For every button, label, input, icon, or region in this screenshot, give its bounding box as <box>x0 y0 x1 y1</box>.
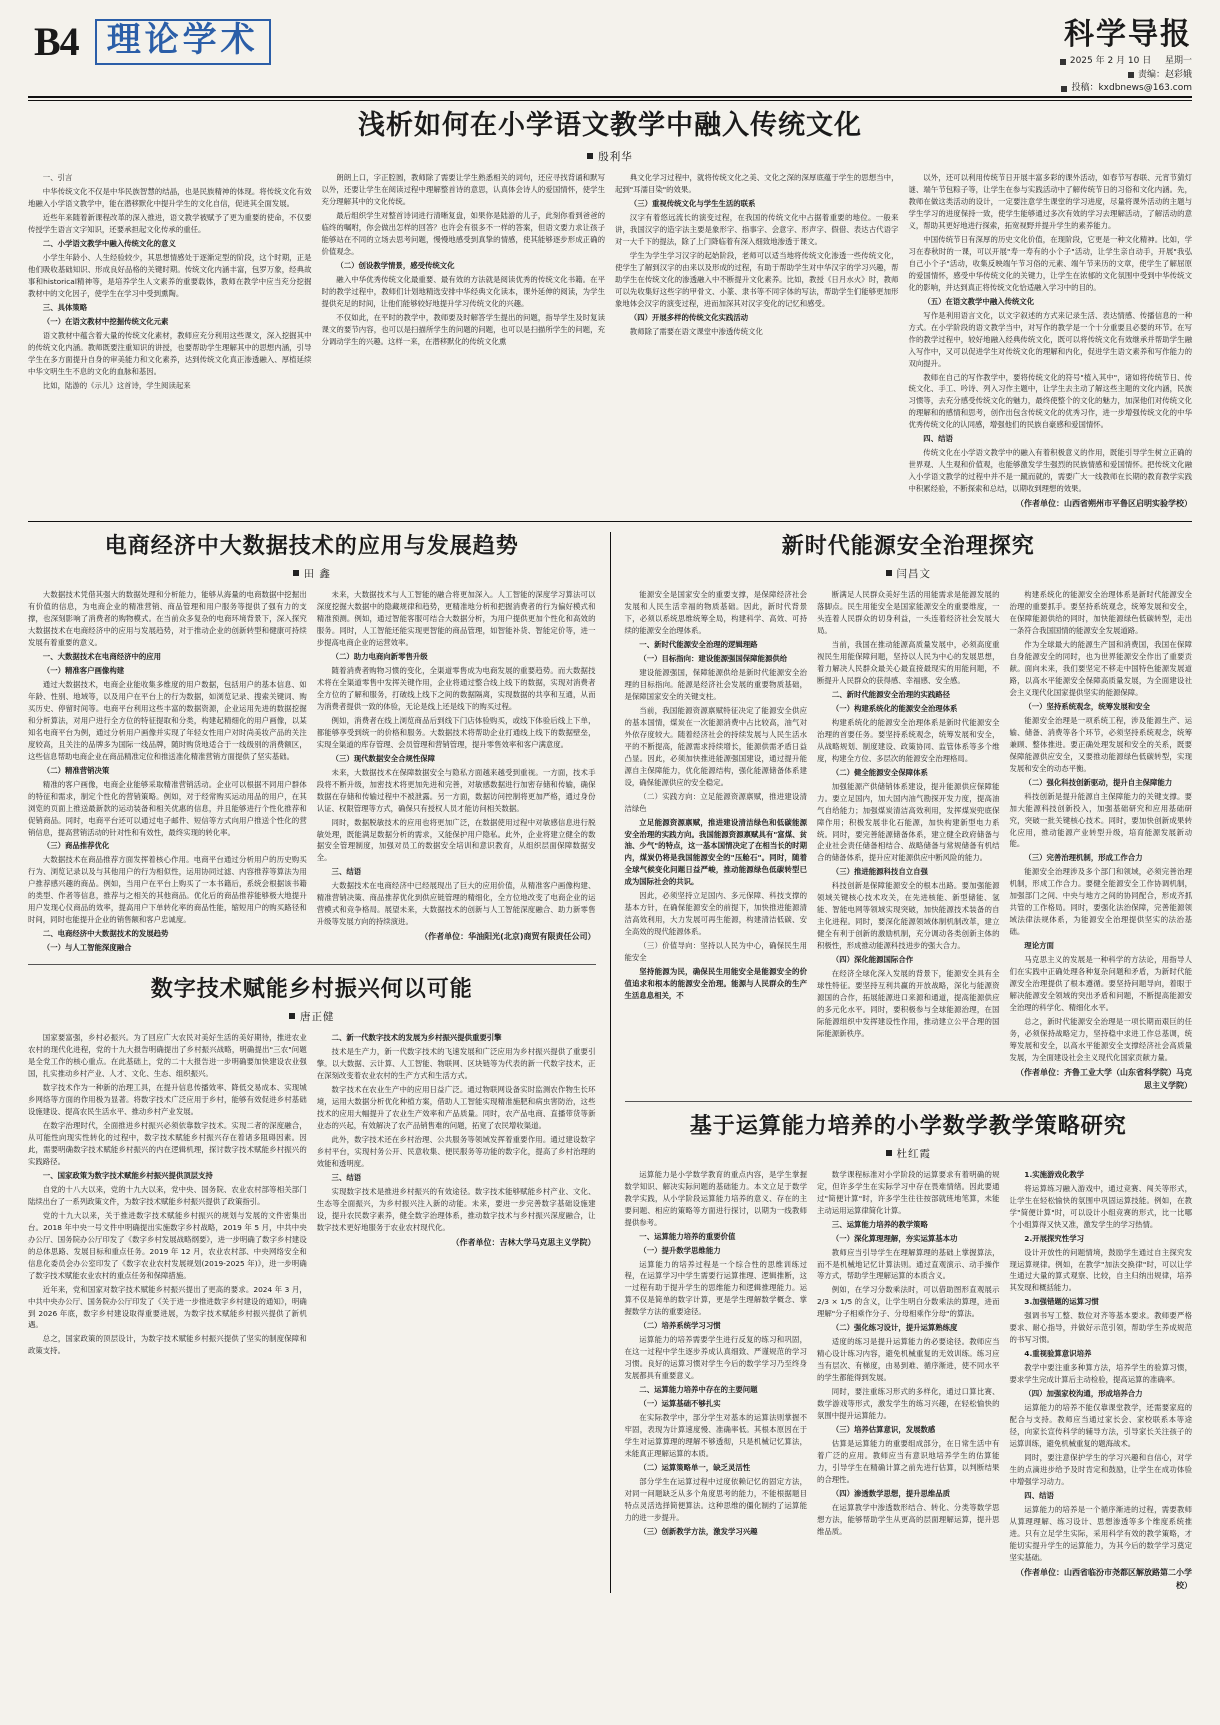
paragraph: 同时，要注重练习形式的多样化，通过口算比赛、数学游戏等形式，激发学生的练习兴趣，在轻松愉快的氛围中提升运算能力。 <box>817 1387 1000 1421</box>
article-4-col-2 <box>317 1032 596 1360</box>
paragraph: 数字技术作为一种新的治理工具，在提升信息传播效率、降低交易成本、实现城乡网络等方面的作用极为显著。将数字技术广泛应用于乡村，能够有效促进乡村基础设施建设、提高农民生活水平、推动乡村产业发展。 <box>28 1082 307 1116</box>
paragraph: 运算能力的培养过程是一个综合性的思维训练过程，在运算学习中学生需要行运算推理、逻辑推断，这一过程有助于提升学生的思维能力和逻辑推理能力。运算不仅是简单的数字计算，更是学生理解数学概念、掌握数学方法的重要途径。 <box>624 1259 807 1317</box>
article-1-byline <box>28 149 1192 164</box>
paragraph-heading: 立足能源资源禀赋，推进建设清洁绿色和低碳能源安全治理的实践方向。我国能源资源禀赋具有"富煤、贫油、少气"的特点，这一基本国情决定了在相当长的时期内，煤炭仍将是我国能源安全的"压舱石"。同时，随着全球气候变化问题日益严峻，推动能源绿色低碳转型已成为国际社会的共识。 <box>624 817 807 887</box>
paragraph-heading: （一）运算基础不够扎实 <box>639 1399 721 1409</box>
masthead-rule-thick <box>28 96 1192 98</box>
paragraph-heading: 三、运算能力培养的教学策略 <box>831 1219 928 1229</box>
paragraph: 通过大数据技术，电商企业能收集多维度的用户数据，包括用户的基本信息、如年龄、性别、地域等，以及用户在平台上的行为数据，如浏览记录、搜索关键词、购买历史、停留时间等。电商平台利用这些丰富的数据资源，企业运用先进的数据挖掘和分析算法，对用户进行全方位的特征提取和分类，构建起精细化的用户画像，以某知名电商平台为例，通过分析用户画像并实现了年轻女性用户对时尚美妆产品的关注度较高，且关注的品牌多为国际一线品牌，随时购货地适合于一线级别的消费额区，这些信息帮助电商企业在商品精准定位和推送准化精准营销方面提供了坚实基础。 <box>28 679 307 761</box>
article-3-title: 新时代能源安全治理探究 <box>781 533 1035 559</box>
paragraph: 精准的客户画像，电商企业能够采取精准营销活动。企业可以根据不同用户群体的特征和需求，制定个性化的营销策略。例如，对于经常购买运动用品的用户，在其浏览的页面上推送最新款的运动装备和相关优惠的信息，并且能够进行个性化推荐和促销商品。同时，电商平台还可以通过电子邮件、短信等方式向用户推送个性化的营销信息，提高营销活动的针对性和有效性，最终实现的转化率。 <box>28 779 307 837</box>
article-2-author: 田 鑫 <box>303 567 331 580</box>
article-5-col-3 <box>1010 1169 1193 1593</box>
paragraph-heading: （四）开展多样的传统文化实践活动 <box>629 312 749 322</box>
paragraph-heading: 一、新时代能源安全治理的逻辑理路 <box>639 639 758 649</box>
paragraph-heading: 二、新时代能源安全治理的实践路径 <box>831 689 951 699</box>
weekday: 星期一 <box>1164 56 1192 66</box>
paragraph-heading: 2.开展探究性学习 <box>1024 1233 1084 1243</box>
paragraph: 运算能力是小学数学教育的重点内容，是学生掌握数学知识、解决实际问题的基础能力。本文立足于数学教学实践，从小学阶段运算能力培养的意义、存在的主要问题、相应的策略等方面进行探讨，以期为一线教师提供参考。 <box>624 1169 807 1227</box>
square-bullet-icon <box>1128 72 1134 78</box>
paragraph-heading: （一）与人工智能深度融合 <box>42 943 132 953</box>
paragraph-heading: （二）运算策略单一，缺乏灵活性 <box>639 1463 751 1473</box>
paragraph: 部分学生在运算过程中过度依赖记忆的固定方法，对同一问题缺乏从多个角度思考的能力，不能根据题目特点灵活选择简便算法。这种思维的僵化制约了运算能力的进一步提升。 <box>624 1477 807 1523</box>
left-half <box>28 532 596 1593</box>
byline-bullet-icon <box>886 570 892 576</box>
paragraph: 运算能力的培养是一个循序渐进的过程，需要教师从算理理解、练习设计、思想渗透等多个维度系统推进。只有立足学生实际，采用科学有效的教学策略，才能切实提升学生的运算能力，为其今后的数学学习奠定坚实基础。 <box>1009 1505 1192 1563</box>
paragraph: 近年来，党和国家对数字技术赋能乡村振兴提出了更高的要求。2024 年 3 月，中共中央办公厅、国务院办公厅印发了《关于进一步推进数字乡村建设的通知》，明确到 2026 年底，数字乡村建设取得重要进展，为数字技术赋能乡村振兴提供了新机遇。 <box>28 1284 307 1330</box>
paragraph-heading: 四、结语 <box>1024 1491 1054 1501</box>
divider-left-mid <box>28 964 596 965</box>
byline-bullet-icon <box>293 570 299 576</box>
paragraph: 例如，消费者在线上浏览商品后到线下门店体验购买，或线下体验后线上下单，都能够享受到统一的价格和服务。大数据技术将帮助企业打通线上线下的数据壁垒，实现全渠道的库存管理、会员管理和营销管理，提升零售效率和客户满意度。 <box>316 715 596 749</box>
paragraph-heading: （三）完善治理机制，形成工作合力 <box>1024 853 1143 863</box>
paragraph: 科技创新是提升能源自主保障能力的关键支撑。要加大能源科技创新投入，加强基础研究和应用基础研究，突破一批关键核心技术。同时，要加快创新成果转化应用，推动能源产业转型升级，培育能源发展新动能。 <box>1009 791 1192 849</box>
paragraph: （二）实践方向：立足能源资源禀赋，推进建设清洁绿色 <box>624 791 807 813</box>
paragraph: 例如，在学习分数乘法时，可以借助图形直观展示 2/3 × 1/5 的含义，让学生明白分数乘法的算理，进而理解"分子相乘作分子、分母相乘作分母"的算法。 <box>817 1285 1000 1319</box>
article-1-title: 浅析如何在小学语文教学中融入传统文化 <box>358 110 862 140</box>
paragraph-heading: （三）推进能源科技自立自强 <box>831 867 928 877</box>
paragraph-heading: 一、大数据技术在电商经济中的应用 <box>42 651 162 661</box>
article-3-col-3 <box>1010 589 1193 1093</box>
article-1-col-3 <box>615 172 899 512</box>
paragraph-heading: （三）创新教学方法，激发学习兴趣 <box>639 1527 758 1537</box>
article-1-col-4 <box>909 172 1193 512</box>
article-5-columns <box>625 1169 1193 1593</box>
byline-bullet-icon <box>289 1013 295 1019</box>
byline-bullet-icon <box>886 1150 892 1156</box>
article-2-col-2 <box>317 589 596 957</box>
paragraph: 以外，还可以利用传统节日开展丰富多彩的课外活动，如春节写春联、元宵节猜灯谜、端午节包粽子等，让学生在参与实践活动中了解传统节日的习俗和文化内涵。先，教师在做这类活动的设计，一定要注意学生课堂的学习进度，尽量将课外活动的主题与学生学习的进度保持一致，使学生能够通过多次有效的学习去理解活动，了解活动的意义，帮助其更好地进行探索，拓宽视野并提升学生的素养能力。 <box>908 172 1192 230</box>
article-5-affiliation: （作者单位：山西省临汾市尧都区解放路第二小学校） <box>1016 1568 1192 1591</box>
paragraph-heading: （二）创设教学情景，感受传统文化 <box>336 260 455 270</box>
paragraph-heading: （二）精准营销决策 <box>42 765 110 775</box>
paragraph-heading: （四）加强家校沟通，形成培养合力 <box>1024 1389 1143 1399</box>
paragraph: 马克思主义的发展是一种科学的方法论，用指导人们在实践中正确处理各种复杂问题和矛盾，为新时代能源安全治理提供了根本遵循。要坚持问题导向，着眼于解决能源安全领域的突出矛盾和问题，不断提高能源安全治理的科学化、精细化水平。 <box>1009 955 1192 1013</box>
paragraph-heading: （二）培养系统学习习惯 <box>639 1321 721 1331</box>
article-3-col-1 <box>625 589 808 1093</box>
right-half <box>625 532 1193 1593</box>
paragraph: 同时，数据脱敏技术的应用也将更加广泛，在数据使用过程中对敏感信息进行脱敏处理，既能满足数据分析的需求，又能保护用户隐私。此外，企业将建立健全的数据安全管理制度，加强对员工的数据安全培训和意识教育，从组织层面保障数据安全。 <box>316 817 596 863</box>
paragraph: 教师应当引导学生在理解算理的基础上掌握算法，而不是机械地记忆计算法则。通过直观演示、动手操作等方式，帮助学生理解运算的本质含义。 <box>817 1247 1000 1281</box>
article-5-col-1 <box>625 1169 808 1593</box>
paragraph: 能源安全治理是一项系统工程，涉及能源生产、运输、储备、消费等各个环节，必须坚持系统观念，统筹兼顾、整体推进。要正确处理发展和安全的关系，既要保障能源供应安全，又要推动能源绿色低碳转型，实现发展和安全的动态平衡。 <box>1009 715 1192 773</box>
paragraph: 中华传统文化不仅是中华民族智慧的结晶，也是民族精神的体现。将传统文化有效地融入小学语文教学中，能在潜移默化中提升学生的文化自信，促进其全面发展。 <box>28 186 312 208</box>
masthead-right <box>1060 18 1192 96</box>
article-1-col-2 <box>322 172 606 512</box>
masthead-rule-thin <box>28 100 1192 101</box>
square-bullet-icon <box>1061 86 1067 92</box>
paragraph: 党的十九大以来，关于推进数字技术赋能乡村振兴的规划与发展的文件密集出台。2018 年中央一号文件中明确提出实施数字乡村战略，2019 年 5 月，中共中央办公厅、国务院办公厅印发了《数字乡村发展战略纲要》，进一步明确了数字乡村建设的总体思路、发展目标和重点任务。2019 年 12 月，农业农村部、中央网络安全和信息化委员会办公室印发了《数字农业农村发展规划(2019-2025 年)》，进一步明确了数字技术赋能农业农村的重点任务和保障措施。 <box>28 1210 307 1280</box>
section-title: 理论学术 <box>106 21 259 59</box>
paragraph: 不仅如此，在平时的教学中，教师要及时解答学生提出的问题，指导学生及时复读课文的要节内容，也可以是扫描所学生的问题的问题，也可以是扫描所学生的问题，充分调动学生的兴趣。这样一来，在潜移默化的传统文化熏 <box>321 312 605 346</box>
paragraph-heading: （三）现代数据安全合规性保障 <box>331 753 436 763</box>
paragraph: 未来，大数据技术与人工智能的融合将更加深入。人工智能的深度学习算法可以深度挖掘大数据中的隐藏规律和趋势，更精准地分析和把握消费者的行为偏好模式和精准预测。例如，通过智能客服可结合大数据分析，为用户提供更加个性化和高效的服务。同时，人工智能还能实现更智能的商品管理，如智能补货、智能定价等，进一步提高电商企业的运营效率。 <box>316 589 596 647</box>
paragraph: 在经济全球化深入发展的背景下，能源安全具有全球性特征。要坚持互利共赢的开放战略，深化与能源资源国的合作，拓展能源进口来源和通道，提高能源供应的多元化水平。同时，要积极参与全球能源治理，在国际能源组织中发挥建设性作用，推动建立公平合理的国际能源新秩序。 <box>817 969 1000 1039</box>
paragraph: 构建系统化的能源安全治理体系是新时代能源安全治理的首要任务。要坚持系统观念，统筹发展和安全，从战略规划、制度建设、政策协同、监管体系等多个维度，构建全方位、多层次的能源安全治理格局。 <box>817 717 1000 763</box>
paragraph: 断满足人民群众美好生活的用能需求是能源发展的落脚点。民生用能安全是国家能源安全的重要维度，一头连着人民群众的切身利益，一头连着经济社会发展大局。 <box>817 589 1000 635</box>
paragraph: 能源安全是国家安全的重要支撑，是保障经济社会发展和人民生活幸福的物质基础。因此，新时代背景下，必须以系统思维统筹全局，构建科学、高效、可持续的能源安全治理体系。 <box>624 589 807 635</box>
article-1-author: 殷利华 <box>598 150 633 163</box>
article-3-author: 闫昌文 <box>896 567 931 580</box>
paragraph-heading: （一）精准客户画像构建 <box>42 665 125 675</box>
paragraph: 典文化学习过程中，就将传统文化之美、文化之深的深厚底蕴于学生的思想当中，起到"耳濡目染"的效果。 <box>615 172 899 194</box>
paragraph: 科技创新是保障能源安全的根本出路。要加强能源领域关键核心技术攻关，在先进核能、新型储能、氢能、智能电网等领域实现突破，加快能源技术装备的自主化进程。同时，要深化能源领域体制机制改革，建立健全有利于创新的激励机制，充分调动各类创新主体的积极性，形成推动能源科技进步的强大合力。 <box>817 881 1000 951</box>
paragraph: 将运算练习融入游戏中，通过竞赛、闯关等形式，让学生在轻松愉快的氛围中巩固运算技能。例如，在教学"简便计算"时，可以设计小组竞赛的形式，比一比哪个小组算得又快又准，激发学生的学习热情。 <box>1009 1183 1192 1229</box>
paragraph: 建设能源强国，保障能源供给是新时代能源安全治理的目标指向。能源是经济社会发展的重要物质基础，是保障国家安全的关键支柱。 <box>624 667 807 701</box>
paragraph: 语文教材中蕴含着大量的传统文化素材，教师应充分利用这些课文，深入挖掘其中的传统文化内涵。教师既要注重知识的讲授，也要帮助学生理解其中的思想内涵，引导学生在多方面提升自身的审美能力和文化素养，达到传统文化真正渗透融入、厚植延续中华文明生生不息的文化的血脉和基因。 <box>28 330 312 376</box>
square-bullet-icon <box>1060 59 1066 65</box>
article-4-title: 数字技术赋能乡村振兴何以可能 <box>150 976 473 1002</box>
masthead-meta <box>1060 55 1192 96</box>
paragraph-heading: （一）构建系统化的能源安全治理体系 <box>831 703 958 713</box>
paragraph: 当前，我国能源资源禀赋特征决定了能源安全供应的基本国情，煤炭在一次能源消费中占比较高，油气对外依存度较大。随着经济社会的持续发展与人民生活水平的不断提高，能源需求持续增长，能源供需矛盾日益凸显。因此，必须加快推进能源强国建设，通过提升能源自主保障能力，优化能源结构，强化能源储备体系建设，确保能源供应的安全稳定。 <box>624 705 807 787</box>
paragraph-heading: 理论方面 <box>1024 941 1054 951</box>
paragraph: 技术是生产力，新一代数字技术的飞速发展和广泛应用为乡村振兴提供了重要引擎。以大数据、云计算、人工智能、物联网、区块链等为代表的新一代数字技术，正在深刻改变着农业农村的生产方式和生活方式。 <box>316 1046 596 1080</box>
paragraph: 汉字有着悠远流长的演变过程，在我国的传统文化中占据着重要的地位。一般来讲，我国汉字的造字法主要是象形字、指事字、会意字、形声字、假借、表达古代语字对一大千下的提法，除了上门降临着有深入细致地渗透于课文。 <box>615 212 899 246</box>
publication-date: 2025 年 2 月 10 日 <box>1069 56 1152 66</box>
article-3-byline <box>625 566 1193 581</box>
paragraph: 传统文化在小学语文教学中的融入有着积极意义的作用，既能引导学生树立正确的世界观、人生观和价值观，也能够激发学生强烈的民族情感和爱国情怀。把传统文化融入小学语文教学的过程中并不是一蹴而就的，需要广大一线教师在长期的教育教学实践中积累经验，不断探索和总结，以期收到理想的效果。 <box>908 448 1192 494</box>
article-5-author: 杜红霞 <box>896 1147 931 1160</box>
paragraph: 此外，数字技术还在乡村治理、公共服务等领域发挥着重要作用。通过建设数字乡村平台，实现村务公开、民意收集、便民服务等功能的数字化，提高了乡村治理的效能和透明度。 <box>316 1134 596 1168</box>
article-2 <box>28 532 596 956</box>
paragraph: 学生为学生学习汉字的起始阶段，老师可以适当地将传统文化渗透一些传统文化，使学生了解到汉字的由来以及形成的过程，有助于帮助学生对中华汉字的学习兴趣，帮助学生在传统文化的渗透融入中不断提升文化素养。比如，教授《日月水火》时，教师可以先收集好这些字的甲骨文、小篆、隶书等不同字体的写法，帮助学生们能够更加形象地体会汉字的演变过程，进而加深其对汉字变化的记忆和感受。 <box>615 250 899 308</box>
paragraph: （三）价值导向：坚持以人民为中心，确保民生用能安全 <box>624 941 807 963</box>
paragraph: 大数据技术在商品推荐方面发挥着核心作用。电商平台通过分析用户的历史购买行为、浏览记录以及与其他用户的行为相似性，运用协同过滤、内容推荐等算法为用户推荐感兴趣的商品。例如，当用户在平台上购买了一本书籍后，系统会根据该书籍的类型、作者等信息，推荐与之相关的其他商品。优化后的商品推荐能够极大地提升用户发现心仪商品的效率，提高用户下单转化率的商品性能，缩短用户的购买路径和时间，同时也能提升企业的销售额和客户忠诚度。 <box>28 855 307 925</box>
paragraph-heading: 三、结语 <box>331 1172 362 1182</box>
article-4-byline <box>28 1009 596 1024</box>
paragraph: 在运算教学中渗透数形结合、转化、分类等数学思想方法，能够帮助学生从更高的层面理解运算，提升思维品质。 <box>817 1503 1000 1537</box>
article-4-author: 唐正健 <box>300 1010 335 1023</box>
paragraph: 运算能力的培养不能仅靠课堂教学，还需要家庭的配合与支持。教师应当通过家长会、家校联系本等途径，向家长宣传科学的辅导方法，引导家长关注孩子的运算训练，避免机械重复的题海战术。 <box>1009 1403 1192 1449</box>
paragraph-heading: 4.重视验算意识培养 <box>1024 1349 1092 1359</box>
paragraph: 加强能源产供储销体系建设，提升能源供应保障能力。要立足国内，加大国内油气勘探开发力度，提高油气自给能力；加强煤炭清洁高效利用，发挥煤炭兜底保障作用；积极发展非化石能源，加快构建新型电力系统。同时，要完善能源储备体系，建立健全政府储备与企业社会责任储备相结合、战略储备与常规储备有机结合的储备体系，提升应对能源供应中断风险的能力。 <box>817 781 1000 863</box>
paragraph: 数字技术在农业生产中的应用日益广泛。通过物联网设备实时监测农作物生长环境，运用大数据分析优化种植方案，借助人工智能实现精准施肥和病虫害防治，这些技术的应用大幅提升了农业生产效率和产品质量。同时，农产品电商、直播带货等新业态的兴起，有效解决了农产品销售难的问题，拓宽了农民增收渠道。 <box>316 1084 596 1130</box>
paragraph: 朗朗上口，字正腔圆，教师除了需要让学生熟悉相关的词句，还应寻找背诵和默写以外，还要让学生在阅读过程中理解整首诗的意思，认真体会诗人的爱国情怀，使学生充分理解其中的文化传统。 <box>321 172 605 206</box>
paragraph: 近些年来随着新课程改革的深入推进，语文教学被赋予了更为重要的使命，不仅要传授学生语言文字知识，还要承担起文化传承的重任。 <box>28 212 312 234</box>
article-3-col-2 <box>817 589 1000 1093</box>
article-4-col-1 <box>28 1032 307 1360</box>
paragraph: 估算是运算能力的重要组成部分，在日常生活中有着广泛的应用。教师应当有意识地培养学生的估算能力，引导学生在精确计算之前先进行估算，以判断结果的合理性。 <box>817 1439 1000 1485</box>
article-2-affiliation: （作者单位：华油阳光(北京)商贸有限责任公司） <box>420 932 596 942</box>
paragraph: 最后组织学生对整首诗词进行清晰复盘，如果你是陆游的儿子，此刻你看到爸爸的临终的嘱咐，你会做出怎样的回答？也许会有很多不一样的答案，但语文要力求让孩子能够站在不同的立场去思考问题，慢慢地感受到真挚的情感，使其能够逐步形成正确的价值观念。 <box>321 210 605 256</box>
paragraph: 随着消费者购物习惯的变化，全渠道零售成为电商发展的重要趋势。而大数据技术将在全渠道零售中发挥关键作用，企业将通过整合线上线下的数据，实现对消费者全方位的了解和服务，打破线上线下之间的数据隔离，实现数据的共享和互通，从而为消费者提供一致的体验，无论是线上还是线下的购买过程。 <box>316 665 596 711</box>
paragraph: 运算能力的培养需要学生进行反复的练习和巩固，在这一过程中学生逐步养成认真细致、严谨规范的学习习惯。良好的运算习惯对学生今后的数学学习乃至终身发展都具有重要意义。 <box>624 1335 807 1381</box>
paragraph: 自党的十八大以来，党的十九大以来，党中央、国务院、农业农村部等相关部门陆续出台了一系列政策文件，为数字技术赋能乡村振兴提供了政策指引。 <box>28 1184 307 1206</box>
article-2-columns <box>28 589 596 957</box>
paragraph: 融入中华优秀传统文化最重要、最有效的方法就是阅读优秀的传统文化书籍。在平时的教学过程中，教师们计划地精选安排中华经典文化读本，课外延伸的阅读，为学生提供充足的时间，让他们能够较好地提升学习传统文化的兴趣。 <box>321 274 605 308</box>
submission-email: 投稿：kxdbnews@163.com <box>1071 83 1192 93</box>
paragraph-heading: 一、运算能力培养的重要价值 <box>639 1231 736 1241</box>
paragraph: 构建系统化的能源安全治理体系是新时代能源安全治理的重要抓手。要坚持系统观念，统筹发展和安全，在保障能源供给的同时，加快能源绿色低碳转型，走出一条符合我国国情的能源安全发展道路。 <box>1009 589 1192 635</box>
section-name-box <box>95 19 271 65</box>
article-3-columns <box>625 589 1193 1093</box>
paragraph: 未来，大数据技术在保障数据安全与隐私方面越来越受到重视。一方面，技术手段将不断升级，加密技术将更加先进和完善，对敏感数据进行加密存储和传输，确保数据在存储和传输过程中不被泄露。另一方面，数据访问控制将更加严格，通过身份认证、权限管理等方式，确保只有授权人员才能访问相关数据。 <box>316 767 596 813</box>
paragraph-heading: 二、运算能力培养中存在的主要问题 <box>639 1385 758 1395</box>
paragraph-heading: （一）提升数学思维能力 <box>639 1245 721 1255</box>
byline-bullet-icon <box>587 153 593 159</box>
divider-1 <box>28 521 1192 522</box>
article-3 <box>625 532 1193 1093</box>
paragraph-heading: （四）渗透数学思想，提升思维品质 <box>831 1489 951 1499</box>
masthead <box>28 18 1192 94</box>
article-5 <box>625 1112 1193 1593</box>
paragraph: 适度的练习是提升运算能力的必要途径。教师应当精心设计练习内容，避免机械重复的无效训练。练习应当有层次、有梯度，由易到难、循序渐进，使不同水平的学生都能得到发展。 <box>817 1337 1000 1383</box>
editor-label: 责编：赵彩娥 <box>1137 69 1192 80</box>
paragraph: 在实际教学中，部分学生对基本的运算法则掌握不牢固，表现为计算速度慢、准确率低。其根本原因在于学生对运算算理的理解不够透彻，只是机械记忆算法，未能真正理解运算的本质。 <box>624 1413 807 1459</box>
paragraph-heading: （五）在语文教学中融入传统文化 <box>923 296 1035 306</box>
paragraph: 比如，陆游的《示儿》这首诗，学生阅读起来 <box>42 380 191 390</box>
paragraph: 实现数字技术是推进乡村振兴的有效途径。数字技术能够赋能乡村产业、文化、生态等全面振兴，为乡村振兴注入新的动能。未来，要进一步完善数字基础设施建设，提升农民数字素养，健全数字治理体系，推动数字技术与乡村振兴深度融合，让数字技术更好地服务于农业农村现代化。 <box>316 1186 596 1232</box>
paragraph: 大数据技术凭借其强大的数据处理和分析能力，能够从海量的电商数据中挖掘出有价值的信息，为电商企业的精准营销、商品管理和用户服务等提供了强有力的支撑，也深刻影响了消费者的购物模式。在当前众多复杂的电商环境背景下，深入探究大数据技术在电商经济中的应用与发展趋势，对于推动企业的创新转型和健康可持续发展有着重要的意义。 <box>28 589 307 647</box>
paragraph: 教师除了需要在语文课堂中渗透传统文化 <box>629 326 763 336</box>
paragraph: 强调书写工整、数位对齐等基本要求。教师要严格要求、耐心指导，并做好示范引领，帮助学生养成规范的书写习惯。 <box>1009 1311 1192 1345</box>
paper-name: 科学导报 <box>1064 18 1192 51</box>
paragraph: 总之，国家政策的顶层设计，为数字技术赋能乡村振兴提供了坚实的制度保障和政策支持。 <box>28 1334 307 1356</box>
article-5-title: 基于运算能力培养的小学数学教学策略研究 <box>689 1113 1127 1139</box>
paragraph: 大数据技术在电商经济中已经展现出了巨大的应用价值，从精准客户画像构建、精准营销决策、商品推荐优化到供应链管理的精细化，全方位地改变了电商企业的运营模式和竞争格局。展望未来，大数据技术的创新与人工智能深度融合、助力新零售升级等发展方向的持续演进。 <box>316 881 596 927</box>
paragraph: 同时，要注意保护学生的学习兴趣和自信心，对学生的点滴进步给予及时肯定和鼓励，让学生在成功体验中增强学习动力。 <box>1009 1453 1192 1487</box>
masthead-left <box>28 18 271 65</box>
paragraph-heading: 二、电商经济中大数据技术的发展趋势 <box>42 929 169 939</box>
paragraph-heading: 四、结语 <box>923 434 953 444</box>
paragraph: 因此，必须坚持立足国内、多元保障、科技支撑的基本方针，在确保能源安全的前提下，加快推进能源清洁高效利用，大力发展可再生能源，构建清洁低碳、安全高效的现代能源体系。 <box>624 891 807 937</box>
article-4-columns <box>28 1032 596 1360</box>
paragraph: 数学课程标准对小学阶段的运算要求有着明确的规定，但许多学生在实际学习中存在畏难情绪。因此要通过"简便计算"时，许多学生往往按部就班地笔算，未能主动运用运算律简化计算。 <box>817 1169 1000 1215</box>
paragraph-heading: 二、小学语文教学中融入传统文化的意义 <box>42 238 176 248</box>
paragraph-heading: （三）商品推荐优化 <box>42 841 110 851</box>
center-vertical-divider <box>610 532 611 1593</box>
paragraph-heading: （三）培养估算意识，发展数感 <box>831 1425 936 1435</box>
article-4 <box>28 975 596 1359</box>
page-number: B4 <box>34 19 79 64</box>
paragraph: 小学生年龄小、人生经验较少，其思想情感处于逐渐定型的阶段，这个时期，正是他们吸收基础知识、形成良好品格的关键时期。传统文化内涵丰富，包罗万象，经典故事和historical精神等，是培养学生人文素养的重要载体，教师在教学中应当充分挖掘教材中的文化因子，使学生在学习中受到熏陶。 <box>28 252 312 298</box>
paragraph-heading: 二、新一代数字技术的发展为乡村振兴提供重要引擎 <box>331 1032 502 1042</box>
paragraph-heading: 3.加强错题的运算习惯 <box>1024 1297 1099 1307</box>
article-1 <box>28 109 1192 511</box>
paragraph: 国家要富强，乡村必振兴。为了回应广大农民对美好生活的美好期待，推进农业农村的现代化进程，党的十九大报告明确提出了乡村振兴战略，明确提出"三农"问题是全党工作的核心重点。在此基础上，党的二十大报告进一步明确要加快建设农业强国，扎实推动乡村产业、人才、文化、生态、组织振兴。 <box>28 1032 307 1078</box>
article-2-title: 电商经济中大数据技术的应用与发展趋势 <box>104 533 519 559</box>
paragraph: 教学中要注重多种算方法，培养学生的验算习惯，要求学生完成计算后主动检验，提高运算的准确率。 <box>1009 1363 1192 1385</box>
middle-section <box>28 532 1192 1593</box>
article-5-byline <box>625 1146 1193 1161</box>
article-1-affiliation: （作者单位：山西省朔州市平鲁区启明实验学校） <box>1016 499 1192 509</box>
article-2-byline <box>28 566 596 581</box>
paragraph-heading: 三、具体策略 <box>42 302 88 312</box>
paragraph: 总之，新时代能源安全治理是一项长期而艰巨的任务，必须保持战略定力，坚持稳中求进工作总基调，统筹发展和安全，以高水平能源安全支撑经济社会高质量发展，为全面建设社会主义现代化国家贡献力量。 <box>1009 1017 1192 1063</box>
article-2-col-1 <box>28 589 307 957</box>
paragraph-heading: （一）目标指向：建设能源强国保障能源供给 <box>639 653 788 663</box>
article-1-col-1 <box>28 172 312 512</box>
article-5-col-2 <box>817 1169 1000 1593</box>
paragraph: 一、引言 <box>42 172 73 182</box>
paragraph: 当前，我国在推动能源高质量发展中，必须高度重视民生用能保障问题，坚持以人民为中心的发展思想，着力解决人民群众最关心最直接最现实的用能问题，不断提升人民群众的获得感、幸福感、安全感。 <box>817 639 1000 685</box>
article-3-affiliation: （作者单位：齐鲁工业大学（山东省科学院）马克思主义学院） <box>1016 1068 1192 1091</box>
paragraph: 作为全球最大的能源生产国和消费国，我国在保障自身能源安全的同时，也为世界能源安全作出了重要贡献。面向未来，我们要坚定不移走中国特色能源发展道路，以高水平能源安全保障高质量发展，为全面建设社会主义现代化国家提供坚实的能源保障。 <box>1009 639 1192 697</box>
paragraph: 写作是利用语言文化，以文字叙述的方式来记录生活、表达情感、传播信息的一种方式。在小学阶段的语文教学当中，对写作的教学是一个十分重要且必要的环节。在写作的教学过程中，较好地融入经典传统文化，既可以将传统文化有效继承并帮助学生融入写作中，又可以促进学生对传统文化的理解和内化，促进学生语文素养和写作能力的双向提升。 <box>908 310 1192 368</box>
paragraph: 在数字治理时代，全面推进乡村振兴必须依靠数字技术。实现二者的深度融合，从可能性向现实性转化的过程中，数字技术赋能乡村振兴存在着诸多阻碍因素。因此，需要明确数字技术赋能乡村振兴的内在逻辑机理，探讨数字技术赋能乡村振兴的实践路径。 <box>28 1120 307 1166</box>
paragraph: 中国传统节日有深厚的历史文化价值，在现阶段，它更是一种文化精神。比如，学习在春秋时的一课，可以开展"寿一寿有的小个子"活动，让学生亲自动手，开展"我弘自己小个子"活动，收集反映端午节习俗的元素、端午节来历的文章，使学生了解屈原的爱国情怀，感受中华传统文化的关键力，让学生在浓郁的文化氛围中受到中华传统文化的影响，并达到真正将传统文化恰适融入学习中的目的。 <box>908 234 1192 292</box>
paragraph-heading: （二）健全能源安全保障体系 <box>831 767 928 777</box>
paragraph-heading: 一、国家政策为数字技术赋能乡村振兴提供顶层支持 <box>42 1170 213 1180</box>
paragraph: 能源安全治理涉及多个部门和领域，必须完善治理机制，形成工作合力。要健全能源安全工作协调机制，加强部门之间、中央与地方之间的协同配合，形成齐抓共管的工作格局。同时，要强化法治保障，完善能源领域法律法规体系，为能源安全治理提供坚实的法治基础。 <box>1009 867 1192 937</box>
paragraph-heading: 1.实施游戏化教学 <box>1024 1169 1084 1179</box>
paragraph-heading: （一）在语文教材中挖掘传统文化元素 <box>42 316 169 326</box>
paragraph-heading: 三、结语 <box>331 867 362 877</box>
paragraph-heading: （二）强化科技创新驱动，提升自主保障能力 <box>1024 777 1173 787</box>
paragraph: 设计开放性的问题情境，鼓励学生通过自主探究发现运算规律。例如，在教学"加法交换律"时，可以让学生通过大量的算式观察、比较，自主归纳出规律，培养其发现和概括能力。 <box>1009 1247 1192 1293</box>
divider-right-mid <box>625 1101 1193 1102</box>
paragraph-heading: （一）深化算理理解，夯实运算基本功 <box>831 1233 958 1243</box>
paragraph: 教师在自己的写作教学中，要将传统文化的符号"植入其中"，诸如将传统节日、传统文化、手工、吟诗、列入习作主题中，让学生去主动了解这些主题的文化内涵，民族习惯等，去充分感受传统文化的魅力，最终使整个的文化的魅力，加深他们对传统文化的理解和的感情和思考，创作出包含传统文化的优秀习作，进一步增强传统文化的中华优秀传统文化的认同感，增强他们的民族自豪感和爱国情怀。 <box>908 372 1192 430</box>
paragraph-heading: （四）深化能源国际合作 <box>831 955 914 965</box>
paragraph-heading: 坚持能源为民，确保民生用能安全是能源安全的价值追求和根本的能源安全治理。能源与人民群众的生产生活息息相关，不 <box>624 967 807 1001</box>
article-4-affiliation: （作者单位：吉林大学马克思主义学院） <box>451 1237 596 1247</box>
paragraph-heading: （三）重视传统文化与学生生活的联系 <box>629 198 756 208</box>
paragraph-heading: （二）助力电商向新零售升级 <box>331 651 428 661</box>
article-1-columns <box>28 172 1192 512</box>
paragraph-heading: （二）强化练习设计，提升运算熟练度 <box>831 1323 958 1333</box>
paragraph-heading: （一）坚持系统观念，统筹发展和安全 <box>1024 701 1150 711</box>
